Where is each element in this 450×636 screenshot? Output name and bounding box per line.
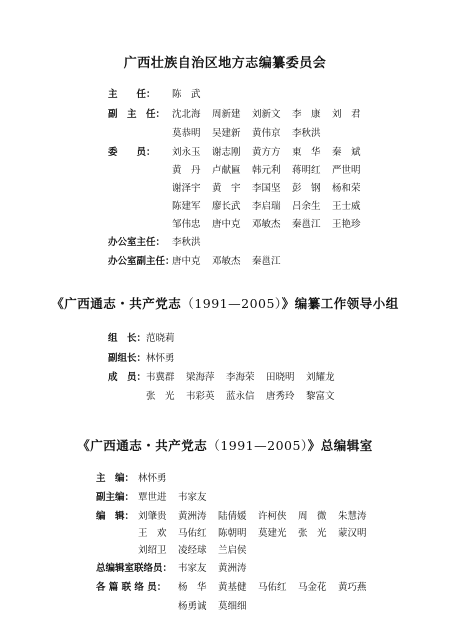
person-name: 李 康 [292, 109, 321, 120]
person-name: 周新建 [212, 109, 241, 120]
members-label: 委 员： [108, 147, 156, 158]
person-name: 卢献匾 [212, 165, 241, 176]
person-name: 李国坚 [252, 183, 281, 194]
group-vice-label: 副组长： [108, 353, 147, 364]
person-name: 王 欢 [138, 528, 167, 539]
person-name: 蒙汉明 [338, 528, 367, 539]
person-name: 黄洲涛 [218, 563, 247, 574]
group-title-part-b: 》编纂工作领导小组 [281, 296, 399, 311]
group-leader-label: 组 长： [108, 333, 147, 344]
person-name: 彭 钢 [292, 183, 321, 194]
person-name: 邓敏杰 [252, 219, 281, 230]
group-members-label: 成 员： [108, 372, 147, 383]
person-name: 莫恭明 [172, 128, 201, 139]
person-name: 韩元利 [252, 165, 281, 176]
person-name: 刘绍卫 [138, 545, 167, 556]
person-name: 秦邕江 [252, 256, 281, 267]
person-name: 黄 丹 [172, 165, 201, 176]
person-name: 李秋洪 [292, 128, 321, 139]
person-name: 秦邕江 [292, 219, 321, 230]
group-vice-name: 林怀勇 [146, 353, 175, 364]
person-name: 唐中克 [172, 256, 201, 267]
person-name: 刘永玉 [172, 147, 201, 158]
person-name: 刘肇贵 [138, 511, 167, 522]
person-name: 李秋洪 [172, 237, 201, 248]
office-title [0, 436, 450, 454]
person-name: 韦彩英 [186, 391, 215, 402]
person-name: 杨和荣 [332, 183, 361, 194]
chief-editor-label: 主 编： [96, 473, 135, 484]
person-name: 沈北海 [172, 109, 201, 120]
person-name: 谢志刚 [212, 147, 241, 158]
person-name: 张 光 [298, 528, 327, 539]
person-name: 韦冀群 [146, 372, 175, 383]
person-name: 刘耀龙 [306, 372, 335, 383]
person-name: 秦 斌 [332, 147, 361, 158]
person-name: 陈朝明 [218, 528, 247, 539]
person-name: 许柯侠 [258, 511, 287, 522]
person-name: 吕余生 [292, 201, 321, 212]
person-name: 刘 君 [332, 109, 361, 120]
office-title-part-b: 》总编辑室 [307, 438, 373, 453]
person-name: 王士威 [332, 201, 361, 212]
person-name: 朱慧涛 [338, 511, 367, 522]
group-leader-name: 范晓莉 [146, 333, 175, 344]
vice-chair-label: 副 主 任： [108, 109, 166, 120]
person-name: 马佑红 [178, 528, 207, 539]
person-name: 马佑红 [258, 582, 287, 593]
vice-editor-label: 副主编： [96, 492, 135, 503]
person-name: 黄伟京 [252, 128, 281, 139]
person-name: 東 华 [292, 147, 321, 158]
person-name: 黄洲涛 [178, 511, 207, 522]
person-name: 蓝永信 [226, 391, 255, 402]
person-name: 黎富文 [306, 391, 335, 402]
person-name: 唐中克 [212, 219, 241, 230]
office-deputy-label: 办公室副主任： [108, 256, 175, 267]
editors-label: 编 辑： [96, 511, 135, 522]
person-name: 严世明 [332, 165, 361, 176]
person-name: 邓敏杰 [212, 256, 241, 267]
office-title-part-a: 《广西通志・共产党志 [77, 438, 208, 453]
committee-title: 广西壮族自治区地方志编纂委员会 [123, 56, 327, 71]
person-name: 黄巧燕 [338, 582, 367, 593]
person-name: 唐秀玲 [266, 391, 295, 402]
person-name: 廖长武 [212, 201, 241, 212]
person-name: 梁海萍 [186, 372, 215, 383]
chief-editor-name: 林怀勇 [138, 473, 167, 484]
person-name: 吴建新 [212, 128, 241, 139]
person-name: 陈建军 [172, 201, 201, 212]
person-name: 周 微 [298, 511, 327, 522]
person-name: 兰启侯 [218, 545, 247, 556]
person-name: 马金花 [298, 582, 327, 593]
person-name: 陈 武 [172, 89, 201, 100]
person-name: 杨 华 [178, 582, 207, 593]
person-name: 谢泽宇 [172, 183, 201, 194]
person-name: 蒋明红 [292, 165, 321, 176]
person-name: 王艳珍 [332, 219, 361, 230]
person-name: 杨勇诚 [178, 601, 207, 612]
office-director-label: 办公室主任： [108, 237, 166, 248]
group-title [0, 294, 450, 312]
person-name: 莫建光 [258, 528, 287, 539]
person-name: 陆倩媛 [218, 511, 247, 522]
person-name: 李启瑞 [252, 201, 281, 212]
person-name: 张 光 [146, 391, 175, 402]
liaison-label: 总编辑室联络员： [96, 563, 173, 574]
person-name: 韦家友 [178, 563, 207, 574]
person-name: 李海荣 [226, 372, 255, 383]
person-name: 韦家友 [178, 492, 207, 503]
section-liaison-label: 各 篇 联 络 员： [96, 582, 167, 593]
chair-label: 主 任： [108, 89, 156, 100]
group-title-part-a: 《广西通志・共产党志 [51, 296, 182, 311]
person-name: 黄 宇 [212, 183, 241, 194]
person-name: 田晓明 [266, 372, 295, 383]
person-name: 黄方方 [252, 147, 281, 158]
person-name: 邹伟忠 [172, 219, 201, 230]
person-name: 凌经球 [178, 545, 207, 556]
person-name: 黄基健 [218, 582, 247, 593]
office-title-years: （1991—2005） [207, 438, 308, 453]
person-name: 刘新文 [252, 109, 281, 120]
person-name: 覃世进 [138, 492, 167, 503]
group-title-years: （1991—2005） [181, 296, 282, 311]
person-name: 莫细细 [218, 601, 247, 612]
